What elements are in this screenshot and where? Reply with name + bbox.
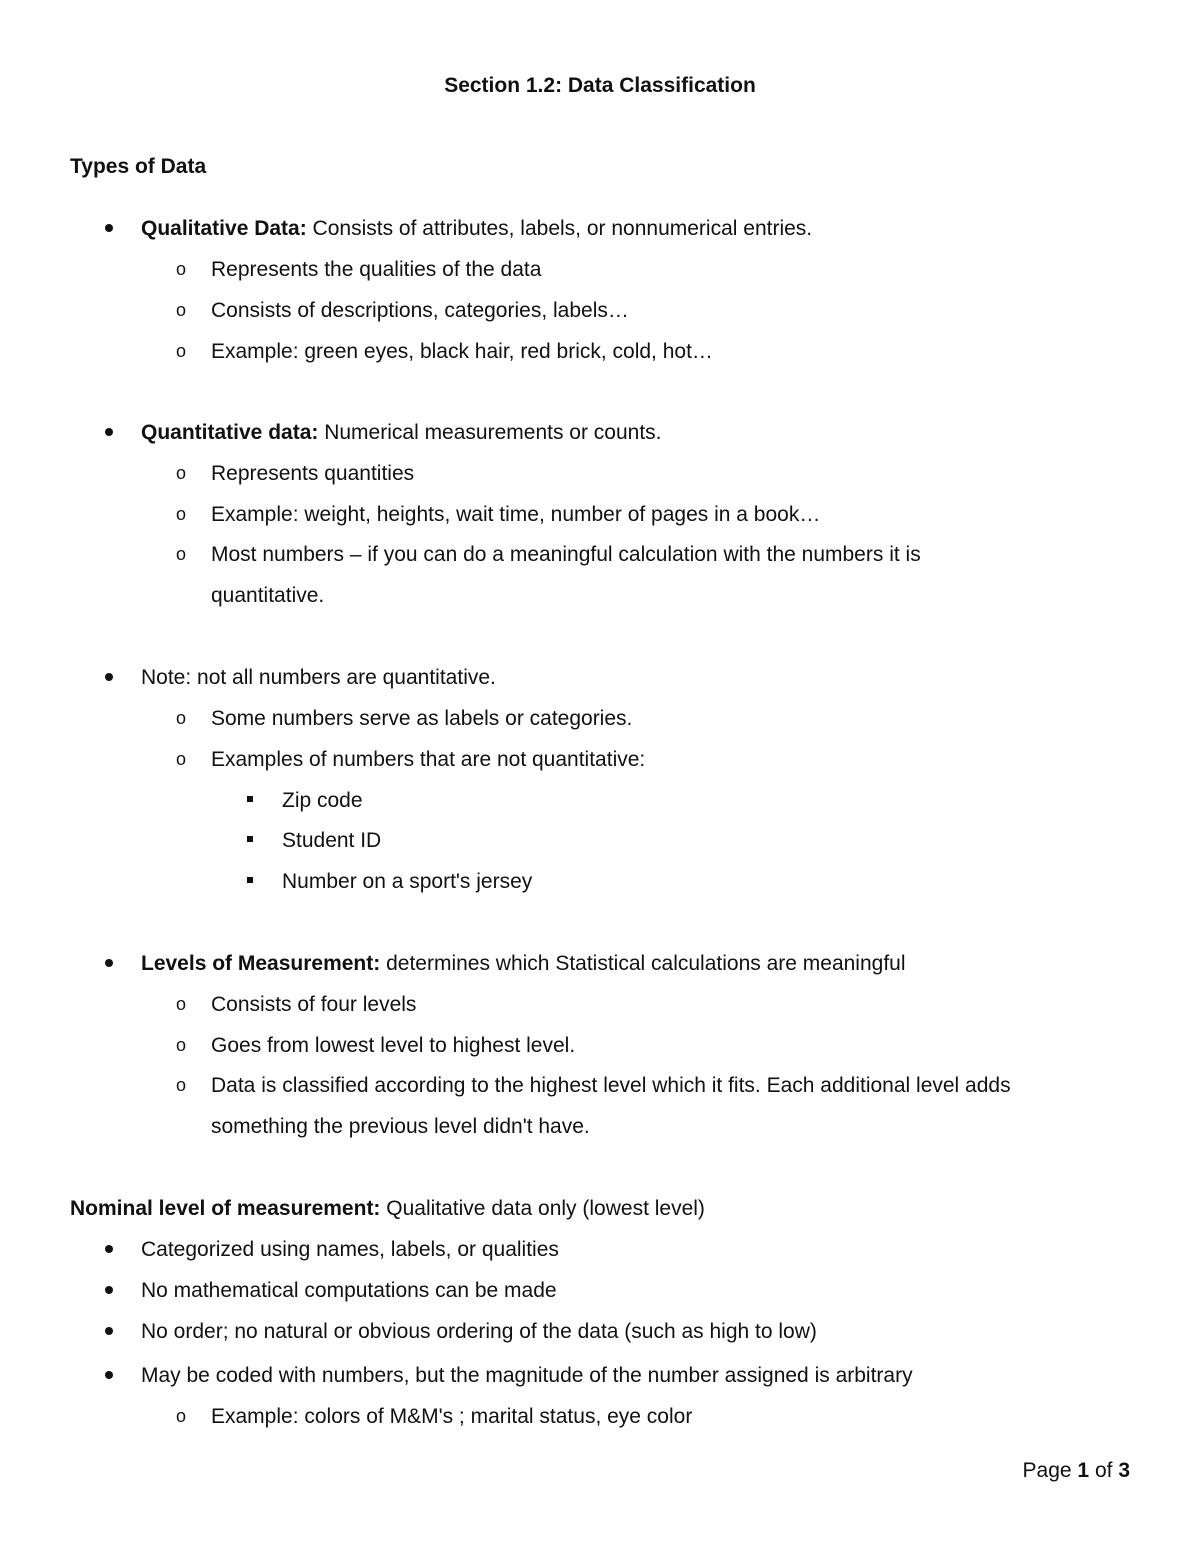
quantitative-sub-3-cont: quantitative. [211, 584, 325, 607]
nominal-example: Example: colors of M&M's ; marital status, eye color [211, 1405, 693, 1428]
quantitative-sub-3: Most numbers – if you can do a meaningful calculation with the numbers it is [211, 543, 921, 566]
levels-text: determines which Statistical calculations are meaningful [380, 952, 906, 975]
types-of-data-heading: Types of Data [70, 155, 207, 178]
quantitative-sub-2: Example: weight, heights, wait time, number of pages in a book… [211, 503, 821, 526]
qualitative-sub-3: Example: green eyes, black hair, red brick, cold, hot… [211, 340, 713, 363]
bullet-ring: o [176, 504, 187, 524]
qualitative-text: Consists of attributes, labels, or nonnumerical entries. [306, 217, 813, 240]
footer-page-num: 1 [1077, 1459, 1090, 1482]
levels-sub-3-cont: something the previous level didn't have. [211, 1115, 590, 1138]
note-example-1: Zip code [282, 789, 363, 812]
nominal-label: Nominal level of measurement: [70, 1197, 381, 1220]
quantitative-label: Quantitative data: [141, 421, 319, 444]
page-number-footer [1023, 1450, 1130, 1491]
quantitative-sub-1: Represents quantities [211, 462, 415, 485]
footer-page-word: Page [1022, 1459, 1072, 1482]
bullet-dot [105, 1229, 119, 1270]
nominal-heading [70, 1188, 705, 1229]
note-example-3: Number on a sport's jersey [282, 870, 533, 893]
nominal-text: Qualitative data only (lowest level) [380, 1197, 705, 1220]
bullet-dot [105, 943, 119, 984]
nominal-bullet-3: No order; no natural or obvious ordering of the data (such as high to low) [141, 1320, 817, 1343]
footer-page-total: 3 [1118, 1459, 1130, 1482]
footer-of-word: of [1094, 1459, 1113, 1482]
bullet-dot [105, 1270, 119, 1311]
qualitative-sub-2: Consists of descriptions, categories, labels… [211, 299, 629, 322]
bullet-ring: o [176, 749, 187, 769]
bullet-ring: o [176, 708, 187, 728]
bullet-dot [105, 657, 119, 698]
quantitative-item [141, 412, 662, 453]
bullet-ring: o [176, 300, 187, 320]
bullet-ring: o [176, 994, 187, 1014]
note-sub-2: Examples of numbers that are not quantitative: [211, 748, 646, 771]
bullet-ring: o [176, 1075, 187, 1095]
bullet-ring: o [176, 463, 187, 483]
bullet-ring: o [176, 341, 187, 361]
levels-sub-2: Goes from lowest level to highest level. [211, 1034, 576, 1057]
bullet-dot [105, 412, 119, 453]
nominal-bullet-1: Categorized using names, labels, or qualities [141, 1238, 559, 1261]
note-sub-1: Some numbers serve as labels or categories. [211, 707, 633, 730]
page-title: Section 1.2: Data Classification [444, 74, 756, 97]
qualitative-item [141, 208, 812, 249]
bullet-square [247, 780, 253, 821]
note-example-2: Student ID [282, 829, 382, 852]
levels-item [141, 943, 906, 984]
levels-sub-3: Data is classified according to the highest level which it fits. Each additional level adds [211, 1074, 1011, 1097]
bullet-ring: o [176, 544, 187, 564]
bullet-dot [105, 208, 119, 249]
bullet-dot [105, 1311, 119, 1352]
qualitative-sub-1: Represents the qualities of the data [211, 258, 542, 281]
bullet-ring: o [176, 1035, 187, 1055]
levels-label: Levels of Measurement: [141, 952, 381, 975]
bullet-ring: o [176, 1406, 187, 1426]
bullet-dot [105, 1355, 119, 1396]
note-item: Note: not all numbers are quantitative. [141, 666, 496, 689]
qualitative-label: Qualitative Data: [141, 217, 307, 240]
bullet-square [247, 820, 253, 861]
quantitative-text: Numerical measurements or counts. [318, 421, 662, 444]
nominal-bullet-4: May be coded with numbers, but the magnitude of the number assigned is arbitrary [141, 1364, 913, 1387]
nominal-bullet-2: No mathematical computations can be made [141, 1279, 557, 1302]
bullet-square [247, 861, 253, 902]
bullet-ring: o [176, 259, 187, 279]
levels-sub-1: Consists of four levels [211, 993, 417, 1016]
